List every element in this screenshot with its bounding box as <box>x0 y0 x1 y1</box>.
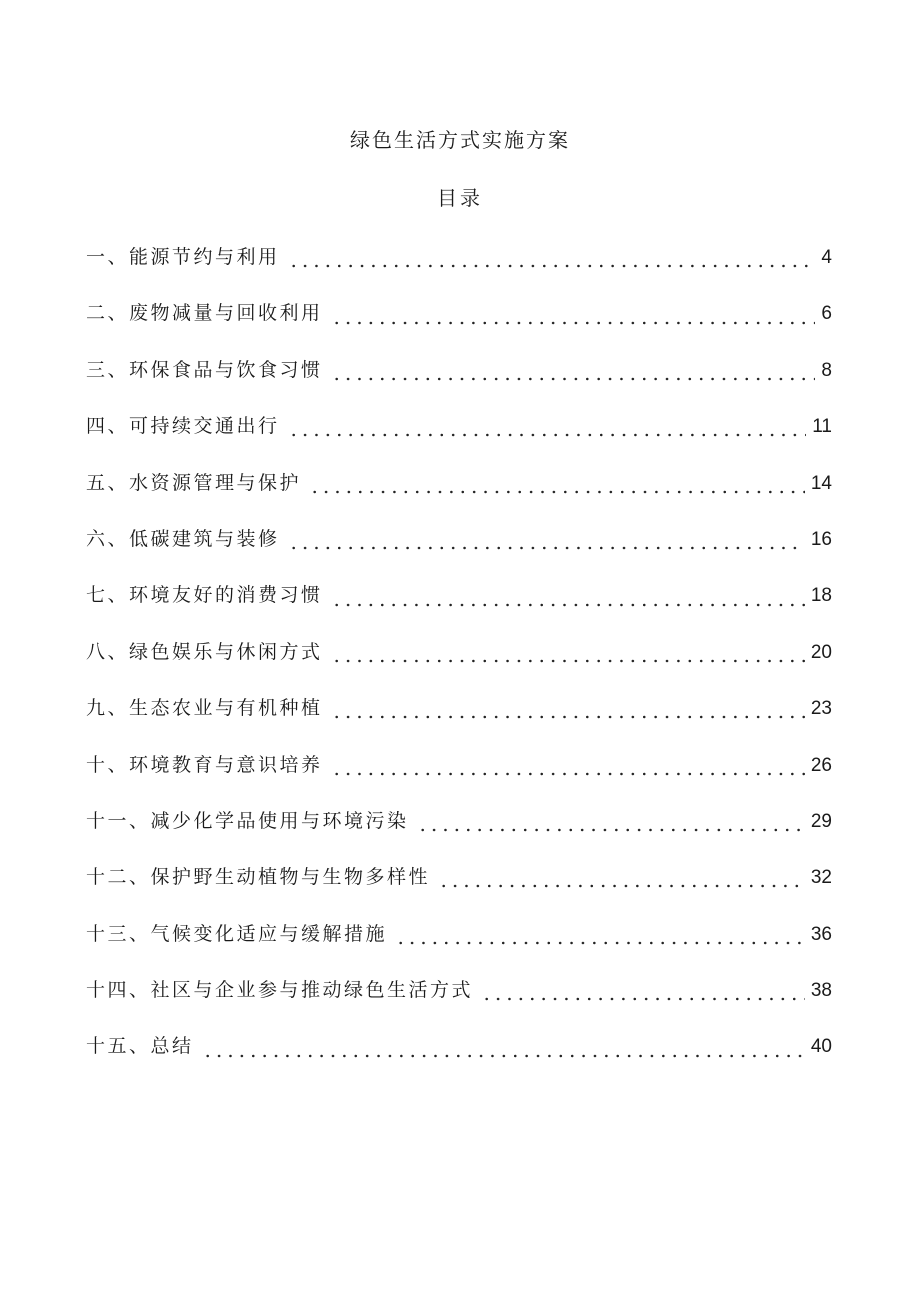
toc-dot-leader <box>331 657 805 665</box>
toc-entry[interactable] <box>86 635 832 691</box>
toc-entry-label: 一、能源节约与利用 <box>86 246 280 268</box>
toc-entry[interactable] <box>86 973 832 1029</box>
toc-entry[interactable] <box>86 409 832 465</box>
toc-entry-label: 十、环境教育与意识培养 <box>86 753 323 776</box>
toc-page-number: 8 <box>821 359 832 381</box>
toc-entry[interactable] <box>86 748 832 804</box>
toc-entry-label: 八、绿色娱乐与休闲方式 <box>86 640 323 663</box>
toc-dot-leader <box>331 601 805 609</box>
toc-dot-leader <box>331 319 816 327</box>
toc-page-number: 20 <box>810 641 832 663</box>
toc-entry[interactable] <box>86 917 832 973</box>
toc-page-number: 29 <box>810 810 832 832</box>
toc-page-number: 11 <box>812 416 832 438</box>
toc-page-number: 14 <box>810 472 832 494</box>
table-of-contents <box>86 240 832 1086</box>
toc-entry-label: 七、环境友好的消费习惯 <box>86 584 323 607</box>
toc-page-number: 23 <box>810 698 832 720</box>
toc-entry-label: 十四、社区与企业参与推动绿色生活方式 <box>86 979 474 1002</box>
toc-entry-label: 五、水资源管理与保护 <box>86 471 302 494</box>
toc-entry[interactable] <box>86 1029 832 1085</box>
toc-entry-label: 十一、减少化学品使用与环境污染 <box>86 809 409 832</box>
toc-page-number: 38 <box>810 980 832 1002</box>
toc-dot-leader <box>331 375 816 383</box>
toc-entry-label: 十三、气候变化适应与缓解措施 <box>86 922 388 945</box>
toc-entry-label: 六、低碳建筑与装修 <box>86 527 280 550</box>
toc-page-number: 36 <box>810 923 832 945</box>
toc-entry-label: 十五、总结 <box>86 1035 194 1058</box>
toc-heading: 目录 <box>437 186 483 210</box>
toc-entry[interactable] <box>86 240 832 296</box>
toc-dot-leader <box>309 488 805 496</box>
toc-page-number: 32 <box>810 867 832 889</box>
toc-page-number: 26 <box>810 754 832 776</box>
toc-dot-leader <box>331 713 805 721</box>
toc-page-number: 6 <box>821 303 832 325</box>
toc-dot-leader <box>202 1052 805 1060</box>
toc-dot-leader <box>438 882 805 890</box>
toc-entry[interactable] <box>86 296 832 352</box>
toc-entry[interactable] <box>86 804 832 860</box>
toc-dot-leader <box>288 262 816 270</box>
document-title: 绿色生活方式实施方案 <box>350 128 570 152</box>
toc-entry[interactable] <box>86 353 832 409</box>
toc-entry[interactable] <box>86 860 832 916</box>
toc-page-number: 16 <box>810 528 832 550</box>
toc-entry-label: 三、环保食品与饮食习惯 <box>86 358 323 381</box>
toc-dot-leader <box>288 431 807 439</box>
toc-entry[interactable] <box>86 466 832 522</box>
toc-dot-leader <box>331 770 805 778</box>
toc-entry[interactable] <box>86 691 832 747</box>
toc-dot-leader <box>481 995 805 1003</box>
toc-entry[interactable] <box>86 522 832 578</box>
toc-entry[interactable] <box>86 578 832 634</box>
toc-page-number: 18 <box>810 585 832 607</box>
toc-page-number: 4 <box>821 247 832 268</box>
toc-entry-label: 十二、保护野生动植物与生物多样性 <box>86 866 431 889</box>
toc-dot-leader <box>417 826 805 834</box>
toc-dot-leader <box>395 939 805 947</box>
toc-entry-label: 九、生态农业与有机种植 <box>86 697 323 720</box>
toc-entry-label: 四、可持续交通出行 <box>86 415 280 438</box>
toc-dot-leader <box>288 544 805 552</box>
toc-page-number: 40 <box>810 1036 832 1058</box>
toc-entry-label: 二、废物减量与回收利用 <box>86 302 323 325</box>
